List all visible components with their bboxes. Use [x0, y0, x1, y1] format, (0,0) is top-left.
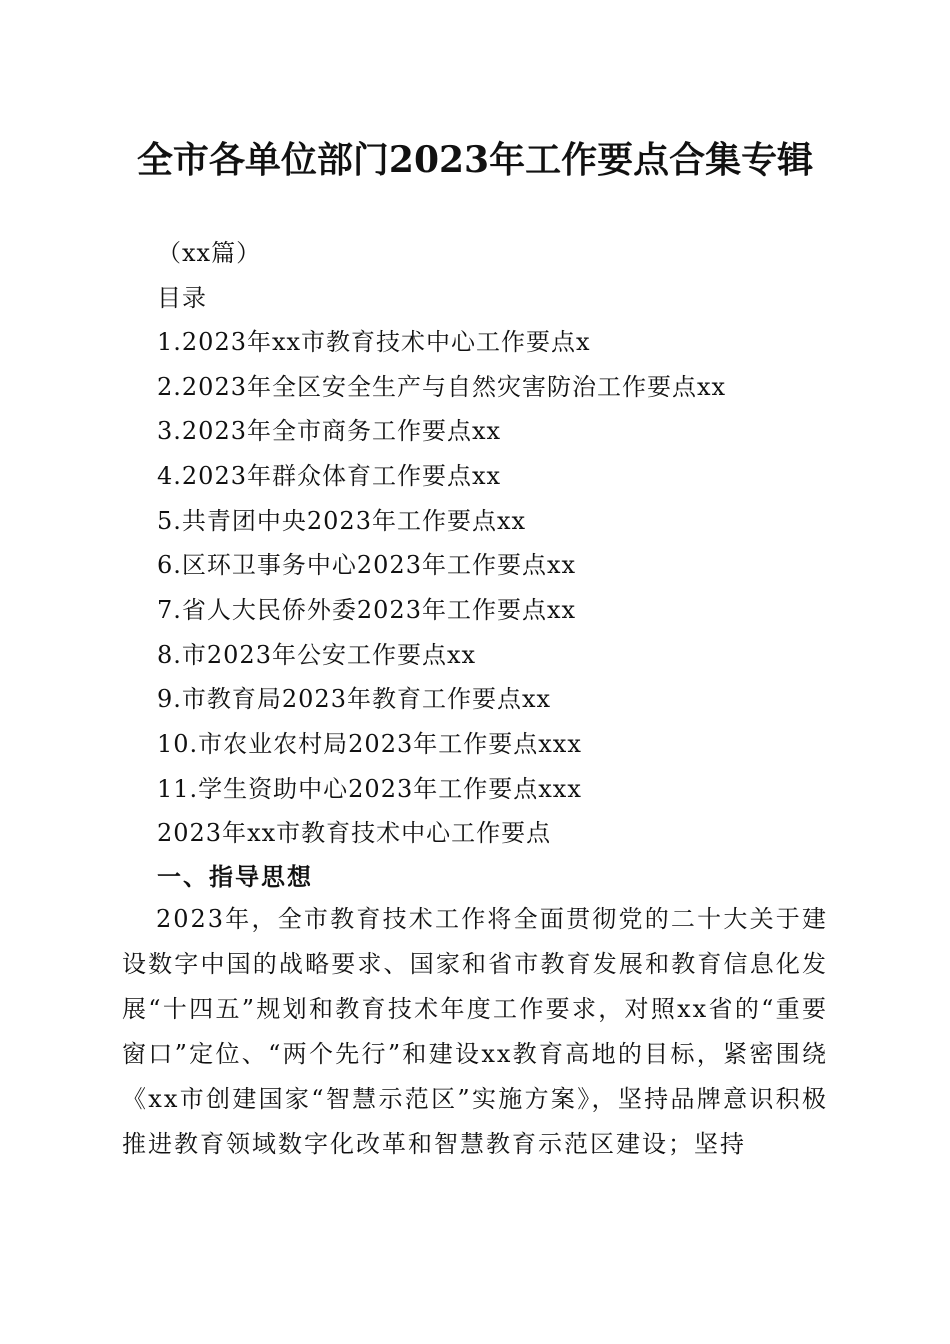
toc-item: 6.区环卫事务中心2023年工作要点xx [157, 551, 577, 579]
toc-item: 2.2023年全区安全生产与自然灾害防治工作要点xx [157, 373, 727, 401]
body-paragraph: 2023年，全市教育技术工作将全面贯彻党的二十大关于建设数字中国的战略要求、国家和省市教育发展和教育信息化发展“十四五”规划和教育技术年度工作要求，对照xx省的“重要窗口”定位、“两个先行”和建设xx教育高地的目标，紧密围绕《xx市创建国家“智慧示范区”实施方案》，坚持品牌意识积极推进教育领域数字化改革和智慧教育示范区建设；坚持 [122, 905, 828, 1158]
toc-item: 4.2023年群众体育工作要点xx [157, 462, 502, 490]
toc-item: 3.2023年全市商务工作要点xx [157, 417, 502, 445]
toc-item: 9.市教育局2023年教育工作要点xx [157, 685, 552, 713]
toc-item: 10.市农业农村局2023年工作要点xxx [157, 730, 582, 758]
document-title: 全市各单位部门2023年工作要点合集专辑 [136, 139, 814, 181]
toc-item: 1.2023年xx市教育技术中心工作要点x [157, 328, 591, 356]
document-subtitle: （xx篇） [157, 239, 262, 267]
section-heading: 一、指导思想 [157, 863, 313, 891]
toc-item: 5.共青团中央2023年工作要点xx [157, 507, 527, 535]
toc-heading: 目录 [157, 284, 207, 312]
toc-item: 8.市2023年公安工作要点xx [157, 641, 477, 669]
toc-item: 7.省人大民侨外委2023年工作要点xx [157, 596, 577, 624]
section-title: 2023年xx市教育技术中心工作要点 [157, 819, 552, 847]
toc-item: 11.学生资助中心2023年工作要点xxx [157, 775, 582, 803]
